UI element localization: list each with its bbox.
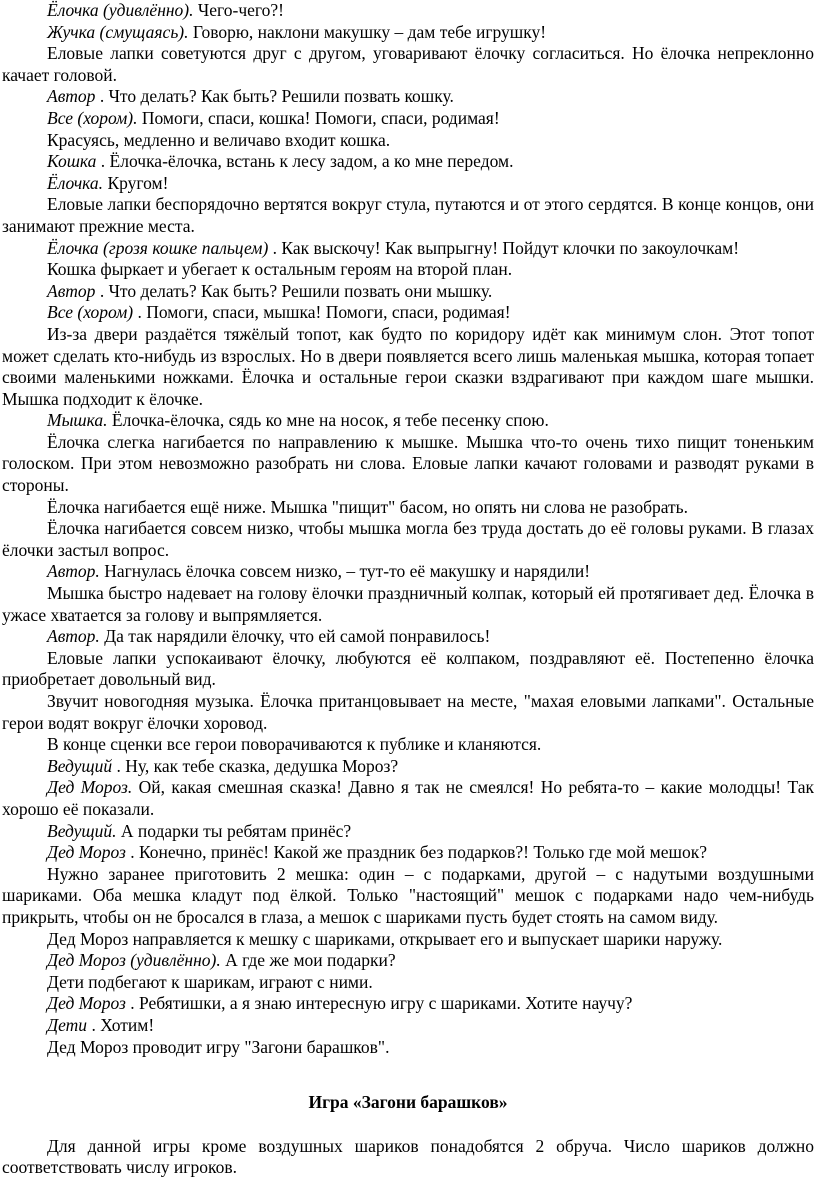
speaker-name: Ведущий <box>47 755 113 776</box>
paragraph-text: Кошка фыркает и убегает к остальным героям на второй план. <box>47 259 513 280</box>
paragraph <box>0 561 816 583</box>
paragraph-text: . Ребятишки, а я знаю интересную игру с шариками. Хотите научу? <box>125 993 633 1014</box>
paragraph-text: . Что делать? Как быть? Решили позвать они мышку. <box>95 280 493 301</box>
paragraph-text: Дед Мороз проводит игру "Загони барашков". <box>47 1036 390 1057</box>
paragraph <box>0 993 816 1015</box>
paragraph-text: Еловые лапки беспорядочно вертятся вокруг стула, путаются и от этого сердятся. В конце концов, они занимают прежние места. <box>2 194 814 236</box>
paragraph-text: Нагнулась ёлочка совсем низко, – тут-то её макушку и нарядили! <box>99 561 591 582</box>
speaker-name: Дед Мороз <box>47 842 126 863</box>
paragraph-text: . Ёлочка-ёлочка, встань к лесу задом, а ко мне передом. <box>96 151 514 172</box>
paragraph-text: Дед Мороз направляется к мешку с шариками, открывает его и выпускает шарики наружу. <box>47 928 723 949</box>
speaker-name: Дед Мороз. <box>47 777 133 798</box>
speaker-name: Ёлочка (удивлённо). <box>47 0 194 20</box>
paragraph-text: . Конечно, принёс! Какой же праздник без подарков?! Только где мой мешок? <box>125 842 707 863</box>
paragraph <box>0 0 816 22</box>
speaker-name: Все (хором). <box>47 107 138 128</box>
paragraph <box>0 972 816 994</box>
speaker-name: Дед Мороз <box>47 993 126 1014</box>
paragraph <box>0 626 816 648</box>
paragraph <box>0 238 816 260</box>
paragraph <box>0 734 816 756</box>
paragraph <box>0 929 816 951</box>
paragraph <box>0 86 816 108</box>
speaker-name: Автор. <box>47 626 100 647</box>
paragraph <box>0 410 816 432</box>
paragraph <box>0 432 816 497</box>
speaker-name: Мышка. <box>47 410 108 431</box>
speaker-name: Кошка <box>47 151 97 172</box>
paragraph <box>0 1037 816 1059</box>
speaker-name: Ёлочка (грозя кошке пальцем) <box>47 237 269 258</box>
paragraph-text: Дети подбегают к шарикам, играют с ними. <box>47 971 373 992</box>
paragraph <box>0 648 816 691</box>
paragraph-text: Из-за двери раздаётся тяжёлый топот, как будто по коридору идёт как минимум слон. Этот топот может сделать кто-нибудь из взрослых. Но в двери появляется всего лишь маленькая мышка, которая топает своими маленькими ножками. Ёлочка и остальные герои сказки вздрагивают при каждом шаге мышки. Мышка подходит к ёлочке. <box>2 323 814 409</box>
paragraph-text: А где же мои подарки? <box>220 950 396 971</box>
paragraph <box>0 1015 816 1037</box>
speaker-name: Автор. <box>47 561 100 582</box>
paragraph-text: . Хотим! <box>87 1014 155 1035</box>
paragraph-text: Ёлочка нагибается совсем низко, чтобы мышка могла без труда достать до её головы руками. В глазах ёлочки застыл вопрос. <box>2 518 814 560</box>
paragraph <box>0 130 816 152</box>
speaker-name: Автор <box>47 86 96 107</box>
paragraph <box>0 324 816 410</box>
paragraph: Для данной игры кроме воздушных шариков понадобятся 2 обруча. Число шариков должно соответствовать числу игроков. <box>2 1135 814 1178</box>
paragraph-text: Мышка быстро надевает на голову ёлочки праздничный колпак, который ей протягивает дед. Ёлочка в ужасе хватается за голову и выпрямляется. <box>2 583 814 625</box>
paragraph-text: Кругом! <box>103 172 169 193</box>
paragraph-text: . Ну, как тебе сказка, дедушка Мороз? <box>112 755 399 776</box>
paragraph-text: А подарки ты ребятам принёс? <box>116 820 352 841</box>
paragraph <box>0 302 816 324</box>
paragraph-text: . Что делать? Как быть? Решили позвать кошку. <box>95 86 454 107</box>
paragraph-text: Ёлочка-ёлочка, сядь ко мне на носок, я тебе песенку спою. <box>107 410 549 431</box>
speaker-name: Жучка (смущаясь). <box>47 21 189 42</box>
speaker-name: Автор <box>47 280 96 301</box>
paragraph <box>0 281 816 303</box>
paragraph-text: . Как выскочу! Как выпрыгну! Пойдут клочки по закоулочкам! <box>268 237 740 258</box>
paragraph-text: Ёлочка слегка нагибается по направлению к мышке. Мышка что-то очень тихо пищит тоненьким голоском. При этом невозможно разобрать ни слова. Еловые лапки качают головами и разводят руками в стороны. <box>2 431 814 496</box>
paragraph-text: Ёлочка нагибается ещё ниже. Мышка "пищит" басом, но опять ни слова не разобрать. <box>47 496 689 517</box>
paragraph-text: Еловые лапки советуются друг с другом, уговаривают ёлочку согласиться. Но ёлочка непреклонно качает головой. <box>2 43 814 85</box>
paragraph <box>0 864 816 929</box>
paragraph-text: Помоги, спаси, кошка! Помоги, спаси, родимая! <box>137 107 500 128</box>
paragraph <box>0 777 816 820</box>
speaker-name: Ведущий. <box>47 820 117 841</box>
speaker-name: Дед Мороз (удивлённо). <box>47 950 221 971</box>
paragraph <box>0 151 816 173</box>
paragraph-text: Да так нарядили ёлочку, что ей самой понравилось! <box>99 626 491 647</box>
speaker-name: Ёлочка. <box>47 172 104 193</box>
speaker-name: Все (хором) <box>47 302 134 323</box>
paragraph-text: Красуясь, медленно и величаво входит кошка. <box>47 129 391 150</box>
speaker-name: Дети <box>47 1014 88 1035</box>
paragraph-text: Говорю, наклони макушку – дам тебе игрушку! <box>188 21 547 42</box>
paragraph <box>0 756 816 778</box>
section-title: Игра «Загони барашков» <box>308 1092 508 1113</box>
paragraph-text: Ой, какая смешная сказка! Давно я так не смеялся! Но ребята-то – какие молодцы! Так хорошо её показали. <box>2 777 814 819</box>
paragraph-text: . Помоги, спаси, мышка! Помоги, спаси, родимая! <box>133 302 511 323</box>
paragraph-text: В конце сценки все герои поворачиваются к публике и кланяются. <box>47 734 542 755</box>
paragraph <box>0 691 816 734</box>
paragraph <box>0 497 816 519</box>
paragraph <box>0 194 816 237</box>
paragraph <box>0 821 816 843</box>
paragraph <box>0 43 816 86</box>
paragraph <box>0 950 816 972</box>
paragraph-text: Нужно заранее приготовить 2 мешка: один – с подарками, другой – с надутыми воздушными шариками. Оба мешка кладут под ёлкой. Только "настоящий" мешок с подарками надо чем-нибудь прикрыть, чтобы он не бросался в глаза, а мешок с шариками пусть будет стоять на самом виду. <box>2 863 814 927</box>
paragraph <box>0 259 816 281</box>
paragraph <box>0 22 816 44</box>
paragraph-text: Звучит новогодняя музыка. Ёлочка пританцовывает на месте, "махая еловыми лапками". Остальные герои водят вокруг ёлочки хоровод. <box>2 691 814 733</box>
paragraph <box>0 842 816 864</box>
paragraph <box>0 518 816 561</box>
paragraph <box>0 108 816 130</box>
paragraph-text: Чего-чего?! <box>193 0 285 20</box>
paragraph <box>0 583 816 626</box>
paragraph <box>0 173 816 195</box>
paragraph-text: Еловые лапки успокаивают ёлочку, любуются её колпаком, поздравляют её. Постепенно ёлочка приобретает довольный вид. <box>2 647 814 690</box>
